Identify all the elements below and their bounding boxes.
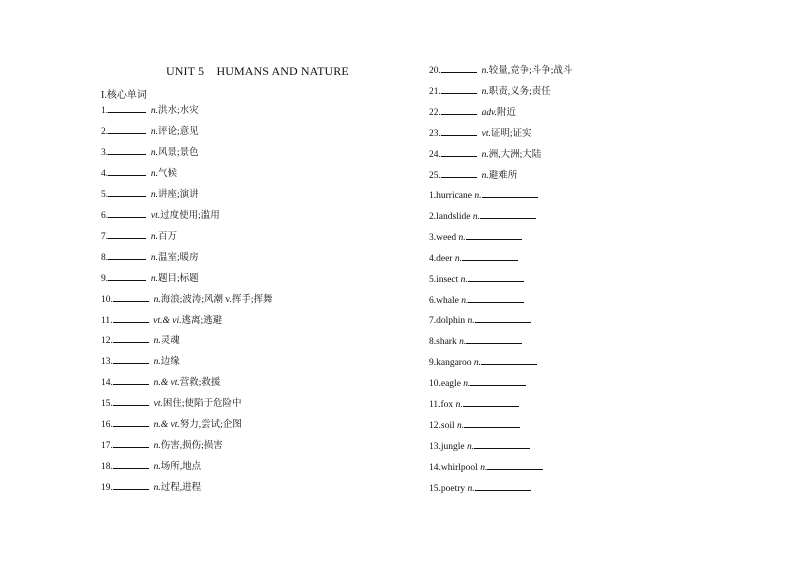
vocab-row: [101, 355, 180, 368]
item-number: 12.: [101, 336, 113, 347]
english-word: 14.whirlpool: [429, 462, 478, 473]
answer-blank[interactable]: [108, 188, 146, 197]
part-of-speech: n.: [459, 337, 467, 348]
answer-blank[interactable]: [113, 376, 149, 385]
part-of-speech: vt.& vi.: [153, 315, 182, 326]
meaning-text: 边缘: [160, 357, 180, 368]
meaning-text: 过程,进程: [160, 483, 202, 494]
part-of-speech: n.: [150, 106, 158, 116]
meaning-text: 洪水;水灾: [158, 106, 199, 116]
word-row: [429, 314, 531, 327]
word-row: [429, 189, 538, 202]
word-row: [429, 377, 526, 390]
word-row: [429, 231, 522, 244]
meaning-text: 气候: [158, 168, 178, 179]
english-word: 12.soil: [429, 420, 455, 431]
answer-blank[interactable]: [487, 461, 543, 470]
part-of-speech: n.: [153, 294, 161, 305]
english-word: 3.weed: [429, 232, 457, 243]
answer-blank[interactable]: [108, 104, 146, 113]
item-number: 16.: [101, 420, 113, 431]
item-number: 18.: [101, 462, 113, 473]
vocab-row: [101, 188, 199, 201]
part-of-speech: n.: [455, 400, 463, 410]
part-of-speech: n.: [467, 316, 475, 327]
answer-blank[interactable]: [113, 314, 149, 323]
part-of-speech: n.: [150, 168, 158, 179]
word-row: [429, 461, 543, 474]
part-of-speech: n.: [473, 358, 481, 369]
vocab-row: [101, 230, 177, 243]
english-word: 5.insect: [429, 274, 459, 285]
section-heading: I.核心单词: [101, 90, 147, 101]
vocab-row: [101, 209, 220, 222]
meaning-text: 逃离;逃避: [181, 315, 223, 326]
part-of-speech: vt.: [150, 210, 161, 221]
word-row: [429, 294, 524, 307]
english-word: 10.eagle: [429, 379, 461, 390]
english-word: 2.landslide: [429, 211, 471, 222]
item-number: 17.: [101, 441, 113, 452]
answer-blank[interactable]: [482, 189, 538, 198]
word-row: [429, 440, 530, 453]
word-row: [429, 252, 518, 265]
part-of-speech: n.: [150, 126, 158, 137]
english-word: 1.hurricane: [429, 191, 472, 201]
vocab-row: [101, 314, 222, 327]
answer-blank[interactable]: [108, 209, 146, 218]
vocab-row: [101, 251, 199, 264]
vocab-row: [101, 460, 201, 473]
vocab-row: [101, 334, 180, 347]
item-number: 1.: [101, 106, 109, 116]
item-number: 21.: [429, 86, 441, 97]
item-number: 4.: [101, 168, 109, 179]
answer-blank[interactable]: [441, 169, 477, 178]
meaning-text: 风景;景色: [158, 147, 199, 158]
part-of-speech: n.: [474, 191, 482, 201]
word-row: [429, 356, 537, 369]
meaning-text: 较量,竞争;斗争;战斗: [488, 66, 573, 76]
meaning-text: 避难所: [488, 170, 518, 181]
item-number: 19.: [101, 483, 113, 494]
item-number: 25.: [429, 170, 441, 181]
item-number: 14.: [101, 378, 113, 389]
item-number: 3.: [101, 147, 109, 158]
vocab-row: [101, 167, 177, 180]
meaning-text: 附近: [497, 107, 517, 118]
answer-blank[interactable]: [470, 377, 526, 386]
part-of-speech: n.: [460, 274, 468, 285]
part-of-speech: n.: [467, 483, 475, 494]
part-of-speech: n.: [461, 295, 469, 306]
english-word: 7.dolphin: [429, 316, 466, 327]
answer-blank[interactable]: [113, 397, 149, 406]
answer-blank[interactable]: [481, 356, 537, 365]
word-row: [429, 210, 536, 223]
word-row: [429, 419, 520, 432]
vocab-row: [429, 106, 516, 119]
part-of-speech: n.: [467, 441, 475, 452]
meaning-text: 证明;证实: [490, 128, 532, 139]
answer-blank[interactable]: [441, 127, 477, 136]
english-word: 13.jungle: [429, 441, 465, 452]
item-number: 10.: [101, 294, 113, 305]
vocab-row: [101, 293, 273, 306]
english-word: 8.shark: [429, 337, 457, 348]
part-of-speech: n.: [150, 189, 158, 200]
vocab-row: [101, 272, 199, 285]
part-of-speech: n.: [153, 462, 161, 473]
answer-blank[interactable]: [441, 64, 477, 73]
vocab-row: [101, 418, 242, 431]
item-number: 20.: [429, 66, 441, 76]
word-row: [429, 273, 524, 286]
vocab-row: [101, 125, 199, 138]
part-of-speech: n.: [481, 66, 489, 76]
meaning-text: 洲,大洲;大陆: [488, 149, 542, 160]
part-of-speech: n.: [456, 420, 465, 431]
part-of-speech: n.: [481, 86, 489, 97]
part-of-speech: n.: [150, 273, 158, 284]
vocab-row: [429, 85, 551, 98]
answer-blank[interactable]: [108, 125, 146, 134]
part-of-speech: n.: [458, 232, 466, 243]
word-row: [429, 335, 522, 348]
part-of-speech: n.: [454, 253, 462, 264]
item-number: 2.: [101, 126, 109, 137]
part-of-speech: vt.: [481, 128, 491, 139]
item-number: 5.: [101, 189, 109, 200]
answer-blank[interactable]: [113, 439, 149, 448]
answer-blank[interactable]: [108, 230, 146, 239]
answer-blank[interactable]: [113, 293, 149, 302]
answer-blank[interactable]: [441, 148, 477, 157]
part-of-speech: n.: [150, 147, 158, 158]
part-of-speech: n.& vt.: [153, 420, 180, 431]
part-of-speech: n.: [481, 170, 489, 181]
meaning-text: 评论;意见: [158, 126, 199, 137]
item-number: 7.: [101, 231, 109, 242]
vocab-row: [101, 397, 242, 410]
english-word: 11.fox: [429, 400, 454, 410]
meaning-text: 营救;救援: [179, 378, 221, 389]
word-row: [429, 482, 531, 495]
item-number: 15.: [101, 399, 113, 410]
item-number: 24.: [429, 149, 441, 160]
part-of-speech: n.: [463, 379, 471, 390]
english-word: 6.whale: [429, 295, 459, 306]
vocab-row: [429, 64, 572, 77]
meaning-text: 伤害,损伤;损害: [160, 441, 223, 452]
answer-blank[interactable]: [108, 167, 146, 176]
item-number: 23.: [429, 128, 441, 139]
part-of-speech: adv.: [481, 107, 498, 118]
vocab-row: [101, 439, 223, 452]
meaning-text: 过度使用;滥用: [160, 210, 220, 221]
meaning-text: 困住;使陷于危险中: [162, 399, 242, 410]
answer-blank[interactable]: [463, 398, 519, 407]
vocab-row: [101, 481, 201, 494]
vocab-row: [429, 127, 532, 140]
meaning-text: 努力,尝试;企图: [179, 420, 242, 431]
part-of-speech: n.: [150, 231, 158, 242]
english-word: 15.poetry: [429, 483, 466, 494]
answer-blank[interactable]: [480, 210, 536, 219]
answer-blank[interactable]: [474, 440, 530, 449]
answer-blank[interactable]: [113, 481, 149, 490]
answer-blank[interactable]: [108, 251, 146, 260]
vocab-row: [101, 146, 199, 159]
part-of-speech: n.: [153, 357, 161, 368]
answer-blank[interactable]: [108, 146, 146, 155]
item-number: 13.: [101, 357, 113, 368]
part-of-speech: n.: [153, 483, 161, 494]
answer-blank[interactable]: [108, 272, 146, 281]
item-number: 8.: [101, 252, 109, 263]
answer-blank[interactable]: [475, 314, 531, 323]
answer-blank[interactable]: [468, 294, 524, 303]
answer-blank[interactable]: [113, 334, 149, 343]
answer-blank[interactable]: [441, 85, 477, 94]
vocab-row: [101, 104, 199, 117]
part-of-speech: n.& vt.: [153, 378, 180, 389]
meaning-text: 温室;暖房: [158, 252, 199, 263]
vocab-row: [101, 376, 220, 389]
english-word: 9.kangaroo: [429, 358, 472, 369]
english-word: 4.deer: [429, 253, 453, 264]
answer-blank[interactable]: [464, 419, 520, 428]
vocab-row: [429, 169, 517, 182]
meaning-text: 海浪;波涛;风潮 v.挥手;挥舞: [160, 294, 273, 305]
part-of-speech: n.: [481, 149, 489, 160]
item-number: 9.: [101, 273, 109, 284]
part-of-speech: vt.: [153, 399, 163, 410]
answer-blank[interactable]: [113, 418, 149, 427]
answer-blank[interactable]: [468, 273, 524, 282]
item-number: 11.: [101, 315, 113, 326]
answer-blank[interactable]: [466, 231, 522, 240]
part-of-speech: n.: [480, 462, 488, 473]
part-of-speech: n.: [153, 441, 161, 452]
part-of-speech: n.: [153, 336, 161, 347]
item-number: 6.: [101, 210, 109, 221]
meaning-text: 题目;标题: [158, 273, 199, 284]
meaning-text: 灵魂: [160, 336, 180, 347]
meaning-text: 场所,地点: [160, 462, 202, 473]
meaning-text: 讲座;演讲: [158, 189, 199, 200]
answer-blank[interactable]: [441, 106, 477, 115]
item-number: 22.: [429, 107, 441, 118]
page-title: UNIT 5 HUMANS AND NATURE: [166, 64, 349, 78]
answer-blank[interactable]: [462, 252, 518, 261]
meaning-text: 职责,义务;责任: [488, 86, 551, 97]
meaning-text: 百万: [158, 231, 178, 242]
answer-blank[interactable]: [113, 460, 149, 469]
answer-blank[interactable]: [466, 335, 522, 344]
word-row: [429, 398, 519, 411]
answer-blank[interactable]: [475, 482, 531, 491]
part-of-speech: n.: [472, 211, 480, 222]
part-of-speech: n.: [150, 252, 158, 263]
answer-blank[interactable]: [113, 355, 149, 364]
vocab-row: [429, 148, 541, 161]
